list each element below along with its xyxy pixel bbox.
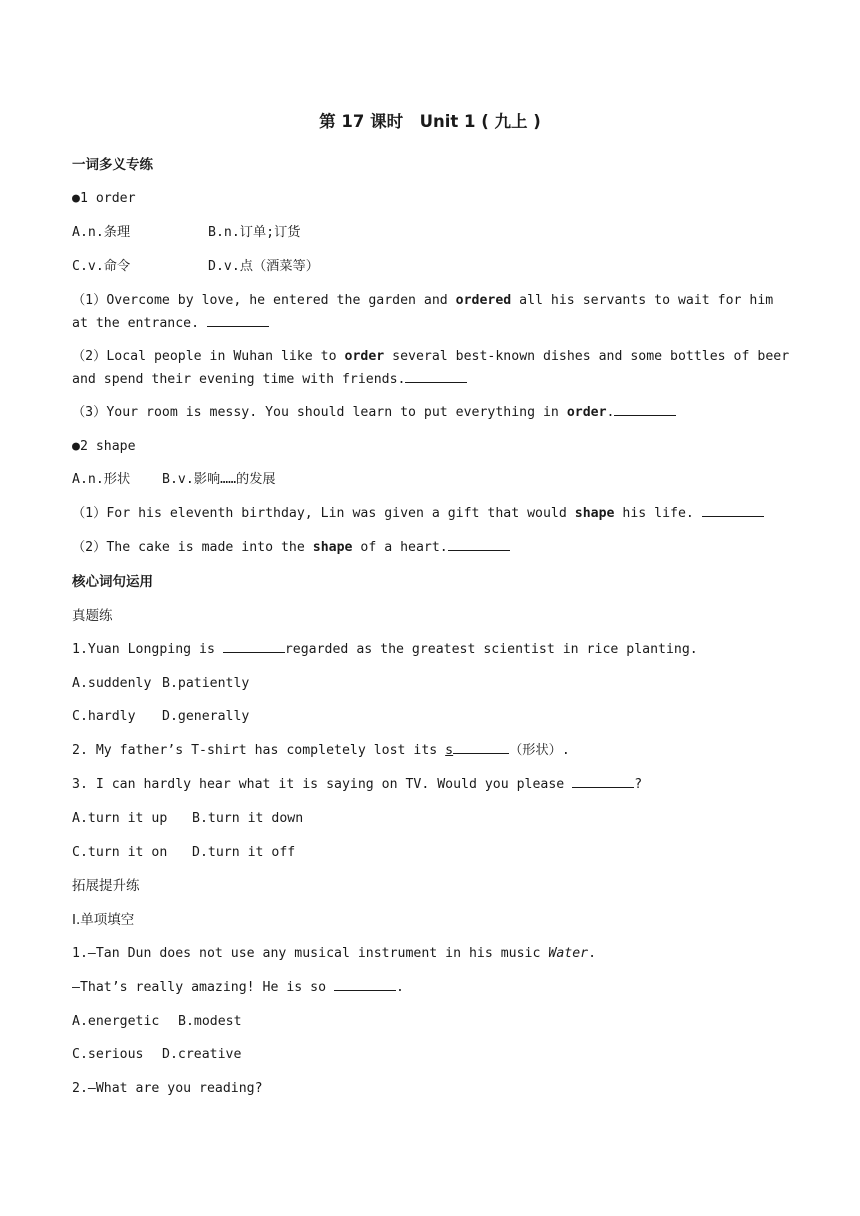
subheading-extension: 拓展提升练 — [72, 878, 140, 894]
word-order-label: ●1 order — [72, 191, 136, 206]
shape-sentence-1 — [72, 503, 792, 525]
order-option-a: A.n.条理 — [72, 225, 131, 240]
sentence-text: （2）Local people in Wuhan like to — [72, 349, 345, 364]
keyword: shape — [574, 506, 615, 521]
shape-options — [72, 469, 792, 491]
question-text: 3. I can hardly hear what it is saying on TV. Would you please — [72, 777, 573, 792]
shape-option-a: A.n.形状 — [72, 472, 131, 487]
option-b: B.patiently — [162, 676, 250, 691]
order-options-ab — [72, 222, 792, 244]
answer-blank[interactable] — [448, 537, 510, 551]
question-3-options-ab — [72, 808, 792, 830]
option-d: D.creative — [162, 1047, 242, 1062]
sentence-text: all his servants to wait for him at the entrance. — [72, 293, 774, 331]
answer-blank[interactable] — [405, 369, 467, 383]
answer-blank[interactable] — [702, 503, 764, 517]
option-c: C.serious — [72, 1047, 144, 1062]
option-a: A.energetic — [72, 1014, 160, 1029]
question-text: 1.—Tan Dun does not use any musical instrument in his music — [72, 946, 549, 961]
question-1-options-cd — [72, 706, 792, 728]
answer-blank[interactable] — [453, 740, 509, 754]
option-b: B.modest — [178, 1014, 242, 1029]
order-sentence-2 — [72, 345, 794, 391]
answer-blank[interactable] — [572, 774, 634, 788]
exercise-1-line-1 — [72, 943, 792, 965]
order-sentence-1 — [72, 289, 794, 335]
order-sentence-3 — [72, 402, 792, 424]
word-shape-label: ●2 shape — [72, 439, 136, 454]
keyword: order — [344, 349, 385, 364]
sentence-text: （1）Overcome by love, he entered the garden and — [72, 293, 456, 308]
question-text: 2. My father’s T-shirt has completely lost its — [72, 743, 446, 758]
sentence-text: （2）The cake is made into the — [72, 540, 313, 555]
music-title: Water — [548, 946, 589, 961]
answer-blank[interactable] — [334, 977, 396, 991]
option-c: C.hardly — [72, 709, 136, 724]
part-1-heading: Ⅰ.单项填空 — [72, 912, 135, 928]
option-b: B.turn it down — [192, 811, 304, 826]
question-text: . — [396, 980, 404, 995]
option-a: A.suddenly — [72, 676, 152, 691]
answer-blank[interactable] — [223, 639, 285, 653]
exercise-1-options-ab — [72, 1011, 792, 1033]
answer-blank[interactable] — [207, 313, 269, 327]
question-2 — [72, 740, 792, 762]
order-options-cd — [72, 256, 792, 278]
option-a: A.turn it up — [72, 811, 168, 826]
question-text: regarded as the greatest scientist in rice planting. — [284, 642, 698, 657]
sentence-text: （3）Your room is messy. You should learn to put everything in — [72, 405, 567, 420]
keyword: shape — [312, 540, 353, 555]
order-option-d: D.v.点（酒菜等） — [208, 259, 319, 274]
shape-sentence-2 — [72, 537, 792, 559]
subheading-real-exam: 真题练 — [72, 608, 113, 624]
answer-blank[interactable] — [614, 402, 676, 416]
order-option-b: B.n.订单;订货 — [208, 225, 301, 240]
sentence-text: several best-known dishes and some bottles of beer and spend their evening time with friends. — [72, 349, 790, 387]
sentence-text: （1）For his eleventh birthday, Lin was given a gift that would — [72, 506, 575, 521]
question-text: . — [588, 946, 597, 961]
keyword: ordered — [455, 293, 512, 308]
keyword: order — [566, 405, 607, 420]
sentence-text: his life. — [614, 506, 702, 521]
exercise-1-options-cd — [72, 1044, 792, 1066]
question-text: —That’s really amazing! He is so — [72, 980, 335, 995]
question-3 — [72, 774, 792, 796]
exercise-1-line-2 — [72, 977, 792, 999]
sentence-text: of a heart. — [352, 540, 448, 555]
page-title: 第 17 课时 Unit 1 ( 九上 ) — [319, 112, 541, 131]
exercise-2-line-1: 2.—What are you reading? — [72, 1081, 263, 1096]
section-heading-core: 核心词句运用 — [72, 574, 153, 590]
question-1-options-ab — [72, 673, 792, 695]
option-d: D.turn it off — [192, 845, 296, 860]
question-text: （形状）. — [509, 743, 570, 758]
option-d: D.generally — [162, 709, 250, 724]
option-c: C.turn it on — [72, 845, 168, 860]
question-1 — [72, 639, 792, 661]
order-option-c: C.v.命令 — [72, 259, 131, 274]
sentence-text: . — [606, 405, 615, 420]
question-text: 1.Yuan Longping is — [72, 642, 223, 657]
question-3-options-cd — [72, 842, 792, 864]
hint-letter: s — [445, 743, 454, 758]
question-text: ? — [634, 777, 643, 792]
section-heading-polysemy: 一词多义专练 — [72, 157, 153, 173]
shape-option-b: B.v.影响……的发展 — [162, 472, 276, 487]
